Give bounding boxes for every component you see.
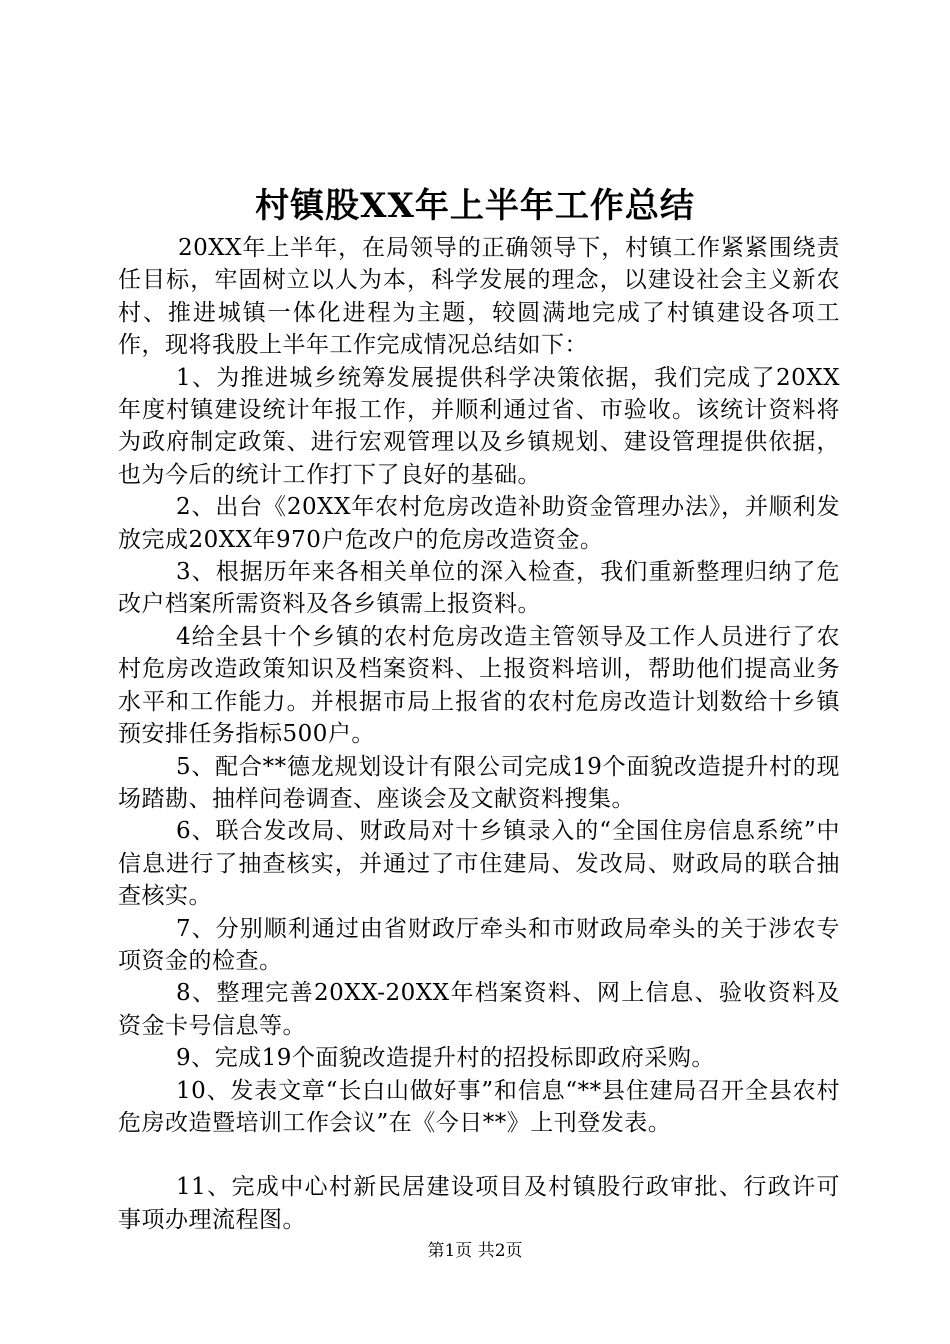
- list-item: 2、出台《20XX年农村危房改造补助资金管理办法》，并顺利发放完成20XX年970户危改户的危房改造资金。: [118, 494, 840, 553]
- list-item: 4给全县十个乡镇的农村危房改造主管领导及工作人员进行了农村危房改造政策知识及档案资料、上报资料培训，帮助他们提高业务水平和工作能力。并根据市局上报省的农村危房改造计划数给十乡镇预安排任务指标500户。: [118, 623, 840, 748]
- intro-paragraph: 20XX年上半年，在局领导的正确领导下，村镇工作紧紧围绕责任目标，牢固树立以人为本，科学发展的理念，以建设社会主义新农村、推进城镇一体化进程为主题，较圆满地完成了村镇建设各项工作，现将我股上半年工作完成情况总结如下：: [118, 235, 840, 359]
- list-item: 11、完成中心村新民居建设项目及村镇股行政审批、行政许可事项办理流程图。: [118, 1174, 840, 1233]
- list-item: 1、为推进城乡统筹发展提供科学决策依据，我们完成了20XX年度村镇建设统计年报工作，并顺利通过省、市验收。该统计资料将为政府制定政策、进行宏观管理以及乡镇规划、建设管理提供依据，也为今后的统计工作打下了良好的基础。: [118, 364, 840, 488]
- page-footer: 第1页 共2页: [427, 1241, 523, 1261]
- list-item: 10、发表文章“长白山做好事”和信息“**县住建局召开全县农村危房改造暨培训工作会议”在《今日**》上刊登发表。: [118, 1077, 840, 1136]
- document-title: 村镇股XX年上半年工作总结: [255, 186, 695, 226]
- list-item: 6、联合发改局、财政局对十乡镇录入的“全国住房信息系统”中信息进行了抽查核实，并通过了市住建局、发改局、财政局的联合抽查核实。: [118, 818, 840, 910]
- document-body: [118, 232, 840, 1236]
- list-item: 3、根据历年来各相关单位的深入检查，我们重新整理归纳了危改户档案所需资料及各乡镇需上报资料。: [118, 559, 840, 618]
- list-item: 5、配合**德龙规划设计有限公司完成19个面貌改造提升村的现场踏勘、抽样问卷调查、座谈会及文献资料搜集。: [118, 753, 840, 812]
- list-item: 8、整理完善20XX-20XX年档案资料、网上信息、验收资料及资金卡号信息等。: [118, 980, 840, 1039]
- list-item: 9、完成19个面貌改造提升村的招投标即政府采购。: [176, 1045, 715, 1072]
- list-item: 7、分别顺利通过由省财政厅牵头和市财政局牵头的关于涉农专项资金的检查。: [118, 915, 840, 974]
